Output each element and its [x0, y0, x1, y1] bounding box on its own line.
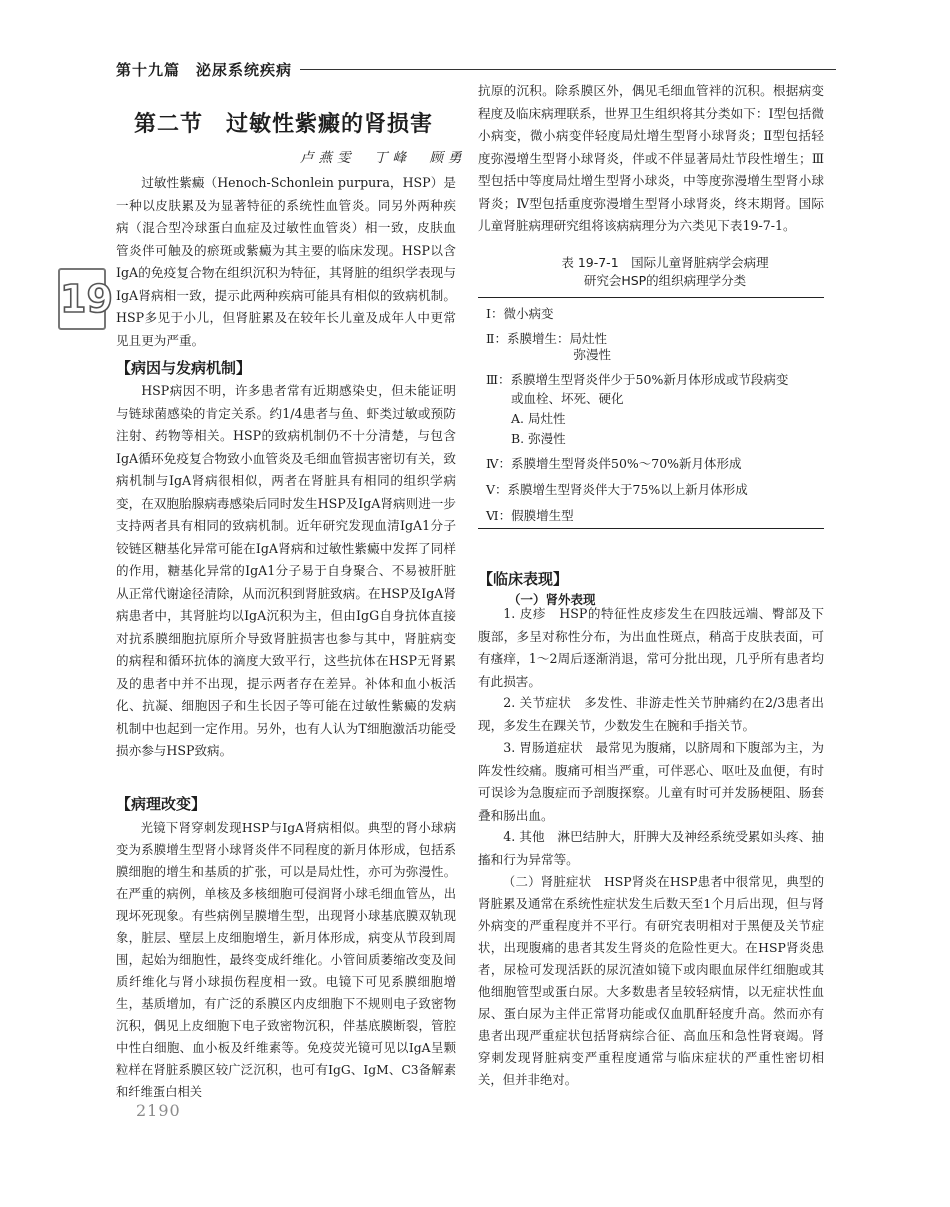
- table-row: B. 弥漫性: [486, 431, 566, 446]
- running-header: [116, 57, 836, 81]
- skin-paragraph: 1. 皮疹 HSP的特征性皮疹发生在四肢远端、臀部及下腹部，多呈对称性分布，为出血性斑点，稍高于皮肤表面，可有瘙痒，1～2周后逐渐消退，常可分批出现，几乎所有患者均有此损害。: [478, 606, 824, 689]
- joint-paragraph: 2. 关节症状 多发性、非游走性关节肿痛约在2/3患者出现，多发生在踝关节，少数发生在腕和手指关节。: [478, 695, 824, 733]
- table-caption-line-2: 研究会HSP的组织病理学分类: [583, 273, 747, 288]
- header-rule: [300, 69, 836, 70]
- page-number: 2190: [136, 1101, 181, 1120]
- other-paragraph: 4. 其他 淋巴结肿大，肝脾大及神经系统受累如头疼、抽搐和行为异常等。: [478, 829, 824, 867]
- renal-paragraph: （二）肾脏症状 HSP肾炎在HSP患者中很常见，典型的肾脏累及通常在系统性症状发生后数天至1个月后出现，但与肾外病变的严重程度并不平行。有研究表明相对于黑便及关节症状，出现腹痛的患者其发生肾炎的危险性更大。在HSP肾炎患者，尿检可发现活跃的尿沉渣如镜下或肉眼血尿伴红细胞或其他细胞管型或蛋白尿。大多数患者呈较轻病情，以无症状性血尿、蛋白尿为主伴正常肾功能或仅血肌酐轻度升高。然而亦有患者出现严重症状包括肾病综合征、高血压和急性肾衰竭。肾穿刺发现肾脏病变严重程度通常与临床症状的严重性密切相关，但并非绝对。: [478, 874, 824, 1087]
- table-row: Ⅱ：系膜增生：局灶性: [486, 331, 607, 346]
- continuation-paragraph: 抗原的沉积。除系膜区外，偶见毛细血管袢的沉积。根据病变程度及临床病理联系，世界卫生组织将其分类如下：Ⅰ型包括微小病变，微小病变伴轻度局灶增生型肾小球肾炎；Ⅱ型包括轻度弥漫增生型肾小球肾炎，伴或不伴显著局灶节段性增生；Ⅲ型包括中等度局灶增生型肾小球炎，中等度弥漫增生型肾小球肾炎；Ⅳ型包括重度弥漫增生型肾小球肾炎，终末期肾。国际儿童肾脏病理研究组将该病病理分为六类见下表19-7-1。: [478, 83, 824, 233]
- clinical-heading: 【临床表现】: [478, 570, 569, 588]
- table-row: A. 局灶性: [486, 411, 566, 426]
- authors: 卢燕雯 丁峰 顾勇: [300, 150, 467, 166]
- extrarenal-subheading: （一）肾外表现: [508, 592, 596, 607]
- gi-paragraph: 3. 胃肠道症状 最常见为腹痛，以脐周和下腹部为主，为阵发性绞痛。腹痛可相当严重，可伴恶心、呕吐及血便，有时可误诊为急腹症而予剖腹探察。儿童有时可并发肠梗阻、肠套叠和肠出血。: [478, 740, 824, 823]
- table-caption-line-1: 表 19-7-1 国际儿童肾脏病学会病理: [561, 255, 769, 270]
- intro-paragraph: 过敏性紫癜（Henoch-Schonlein purpura，HSP）是一种以皮肤累及为显著特征的系统性血管炎。同另外两种疾病（混合型冷球蛋白血症及过敏性血管炎）相一致，皮肤血管炎伴可触及的瘀斑或紫癜为其主要的临床发现。HSP以含IgA的免疫复合物在组织沉积为特征，其肾脏的组织学表现与IgA肾病相一致，提示此两种疾病可能具有相似的致病机制。HSP多见于小儿，但肾脏累及在较年长儿童及成年人中更常见且更为严重。: [116, 175, 456, 348]
- section-title: 第二节 过敏性紫癜的肾损害: [134, 112, 434, 137]
- etiology-heading: 【病因与发病机制】: [116, 359, 252, 377]
- table-row: Ⅳ：系膜增生型肾炎伴50%～70%新月体形成: [486, 456, 742, 471]
- running-header-text: 第十九篇 泌尿系统疾病: [116, 60, 293, 79]
- table-row: Ⅲ：系膜增生型肾炎伴少于50%新月体形成或节段病变: [486, 372, 789, 387]
- chapter-tab: 19: [58, 268, 106, 330]
- table-row: Ⅴ：系膜增生型肾炎伴大于75%以上新月体形成: [486, 482, 748, 497]
- pathology-heading: 【病理改变】: [116, 795, 207, 813]
- etiology-paragraph: HSP病因不明，许多患者常有近期感染史，但未能证明与链球菌感染的肯定关系。约1/4患者与鱼、虾类过敏或预防注射、药物等相关。HSP的致病机制仍不十分清楚，与包含IgA循环免疫复合物致小血管炎及毛细血管损害密切有关，致病机制与IgA肾病很相似，两者在肾脏具有相同的组织学病变，在双胞胎腺病毒感染后同时发生HSP及IgA肾病则进一步支持两者具有相同的致病机制。近年研究发现血清IgA1分子铰链区糖基化异常可能在IgA肾病和过敏性紫癜中发挥了同样的作用，糖基化异常的IgA1分子易于自身聚合、不易被肝脏从正常代谢途径清除，从而沉积到肾脏致病。在HSP及IgA肾病患者中，其肾脏均以IgA沉积为主，但由IgG自身抗体直接对抗系膜细胞抗原所介导致肾脏损害也参与其中，肾脏病变的病程和循环抗体的滴度大致平行，这些抗体在HSP无肾累及的患者中并不出现，提示两者存在差异。补体和血小板活化、抗凝、细胞因子和生长因子等可能在过敏性紫癜的发病机制中也起到一定作用。另外，也有人认为T细胞激活功能受损亦参与HSP致病。: [116, 383, 456, 758]
- table-row: 弥漫性: [486, 347, 612, 362]
- pathology-paragraph: 光镜下肾穿刺发现HSP与IgA肾病相似。典型的肾小球病变为系膜增生型肾小球肾炎伴不同程度的新月体形成，包括系膜细胞的增生和基质的扩张，可以是局灶性，亦可为弥漫性。在严重的病例，单核及多核细胞可侵润肾小球毛细血管丛，出现坏死现象。有些病例呈膜增生型，出现肾小球基底膜双轨现象，脏层、壁层上皮细胞增生，新月体形成，病变从节段到周围，起始为细胞性，最终变成纤维化。小管间质萎缩改变及间质纤维化与肾小球损伤程度相一致。电镜下可见系膜细胞增生，基质增加，有广泛的系膜区内皮细胞下不规则电子致密物沉积，偶见上皮细胞下电子致密物沉积，伴基底膜断裂，管腔中性白细胞、血小板及纤维素等。免疫荧光镜可见以IgA呈颗粒样在肾脏系膜区较广泛沉积，也可有IgG、IgM、C3备解素和纤维蛋白相关: [116, 821, 456, 1099]
- table-bottom-rule: [478, 528, 824, 529]
- table-row: Ⅰ：微小病变: [486, 306, 554, 321]
- table-top-rule: [478, 297, 824, 298]
- table-row: Ⅵ：假膜增生型: [486, 508, 574, 523]
- table-row: 或血栓、坏死、硬化: [486, 391, 624, 406]
